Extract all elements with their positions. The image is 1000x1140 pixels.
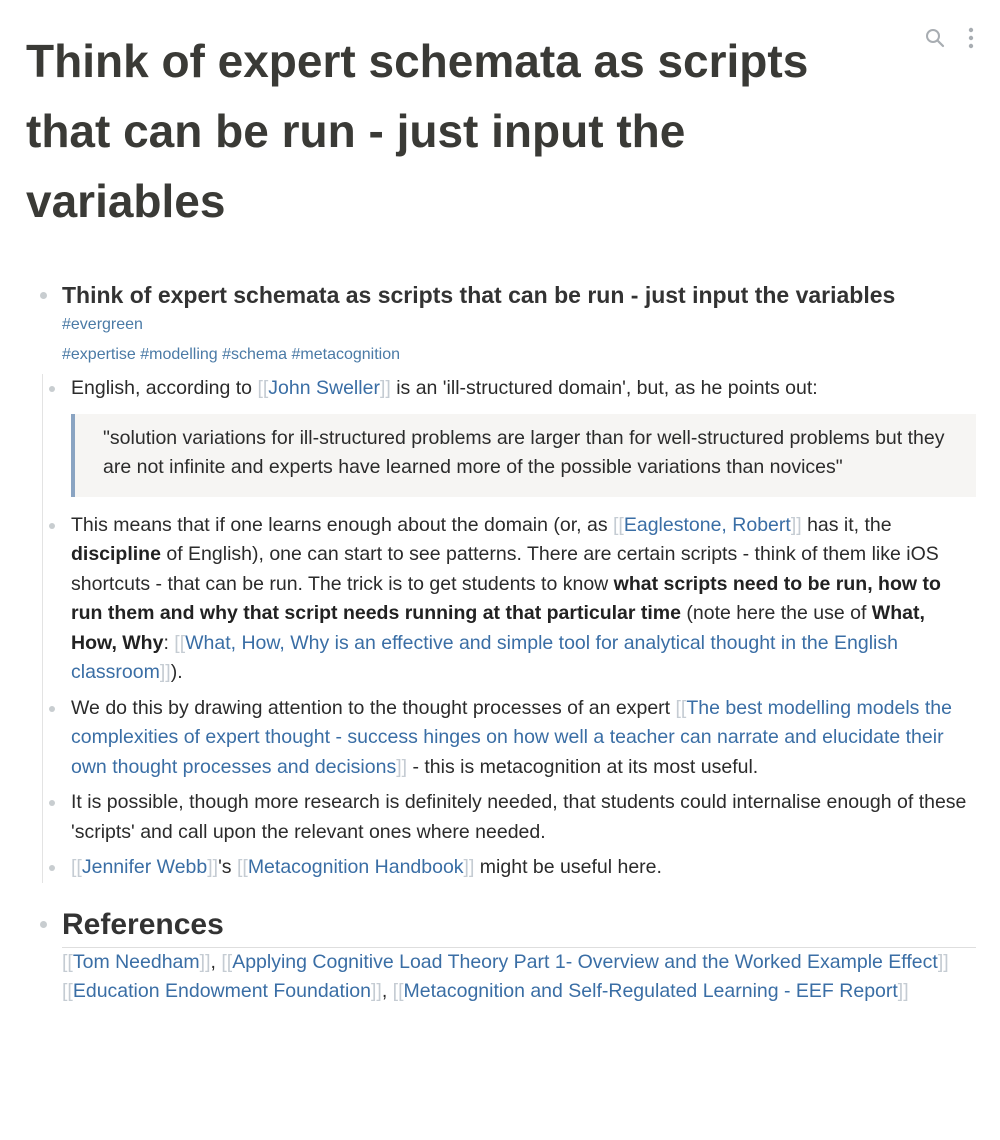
text: English, according to xyxy=(71,377,258,399)
child-block-patterns[interactable]: This means that if one learns enough about the domain (or, as [[Eaglestone, Robert]] has it, the discipline of English), one can start to see patterns. There are certain scripts - think of them like iOS shortcuts - that can be run. The trick is to get students to know what scripts need to be run, how to run them and why that script needs running at that particular time (note here the use of What, How, Why: [[What, How, Why is an effective and simple tool for analytical thought in the English classroom]]). xyxy=(71,511,976,688)
text: We do this by drawing attention to the thought processes of an expert xyxy=(71,696,676,719)
bullet-dot[interactable] xyxy=(40,921,47,928)
page-link-what-how-why[interactable]: What, How, Why is an effective and simple tool for analytical thought in the English classroom xyxy=(71,631,898,683)
child-block-sweller[interactable]: English, according to [[John Sweller]] is an 'ill-structured domain', but, as he points out: "solution variations for ill-structured problems are larger than for well-structured problems but they are not infinite and experts have learned more of the possible variations than novices" xyxy=(71,374,976,497)
tags-line-1 xyxy=(62,310,976,340)
text: This means that if one learns enough about the domain (or, as xyxy=(71,513,614,536)
text: is an 'ill-structured domain', but, as he points out: xyxy=(390,377,818,399)
text: (note here the use of xyxy=(681,602,872,624)
page-link-metacognition-handbook[interactable]: Metacognition Handbook xyxy=(247,856,464,878)
bold-text: What, How, Why xyxy=(71,602,925,654)
page-link-john-sweller[interactable]: John Sweller xyxy=(268,377,380,399)
tag-schema[interactable]: #schema xyxy=(222,346,288,363)
page-title[interactable]: Think of expert schemata as scripts that can be run - just input the variables xyxy=(26,35,809,227)
bold-text: discipline xyxy=(71,543,161,565)
child-block-internalise[interactable] xyxy=(71,788,976,847)
separator: , xyxy=(210,950,222,973)
reference-line-1[interactable]: [[Tom Needham]], [[Applying Cognitive Load Theory Part 1- Overview and the Worked Example Effect]] xyxy=(62,950,949,973)
tag-modelling[interactable]: #modelling xyxy=(140,346,218,363)
page-link-best-modelling[interactable]: The best modelling models the complexities of expert thought - success hinges on how well a teacher can narrate and elucidate their own thought processes and decisions xyxy=(71,696,952,778)
text: : xyxy=(163,631,175,654)
text: has it, the xyxy=(801,513,892,536)
page-link-eef[interactable]: Education Endowment Foundation xyxy=(72,980,371,1002)
page-link-cognitive-load-theory[interactable]: Applying Cognitive Load Theory Part 1- Overview and the Worked Example Effect xyxy=(232,950,938,973)
text: 's xyxy=(218,856,237,878)
tag-evergreen[interactable]: #evergreen xyxy=(62,316,143,333)
page-link-eef-report[interactable]: Metacognition and Self-Regulated Learning - EEF Report xyxy=(403,980,898,1002)
separator: , xyxy=(381,980,393,1002)
references-block xyxy=(26,907,976,1007)
tag-expertise[interactable]: #expertise xyxy=(62,346,136,363)
bullet-dot[interactable] xyxy=(49,386,55,392)
bullet-dot[interactable] xyxy=(49,706,55,712)
text: It is possible, though more research is definitely needed, that students could internalise enough of these 'scripts' and call upon the relevant ones where needed. xyxy=(71,791,967,843)
page-link-tom-needham[interactable]: Tom Needham xyxy=(72,950,200,973)
main-block xyxy=(26,280,976,883)
child-block-expert-thought[interactable]: We do this by drawing attention to the thought processes of an expert [[The best modelling models the complexities of expert thought - success hinges on how well a teacher can narrate and elucidate their own thought processes and decisions]] - this is metacognition at its most useful. xyxy=(71,694,976,783)
page-link-jennifer-webb[interactable]: Jennifer Webb xyxy=(81,856,208,878)
bold-text: what scripts need to be run, how to run them and why that script needs running at that particular time xyxy=(71,572,941,624)
bullet-dot[interactable] xyxy=(40,292,47,299)
bullet-dot[interactable] xyxy=(49,800,55,806)
page-link-eaglestone[interactable]: Eaglestone, Robert xyxy=(623,513,791,536)
text: of English), one can start to see patterns. There are certain scripts - think of them like iOS shortcuts - that can be run. The trick is to get students to know xyxy=(71,543,939,595)
reference-line-2[interactable]: [[Education Endowment Foundation]], [[Metacognition and Self-Regulated Learning - EEF Report]] xyxy=(62,980,909,1002)
text: - this is metacognition at its most useful. xyxy=(407,755,759,778)
sweller-quote[interactable]: "solution variations for ill-structured problems are larger than for well-structured problems but they are not infinite and experts have learned more of the possible variations than novices" xyxy=(71,414,976,497)
references-heading[interactable]: References xyxy=(62,907,976,948)
page xyxy=(26,26,976,1007)
tags-line-2 xyxy=(62,340,976,370)
bullet-dot[interactable] xyxy=(49,523,55,529)
text: ). xyxy=(170,661,183,683)
tag-metacognition[interactable]: #metacognition xyxy=(291,346,401,363)
bullet-dot[interactable] xyxy=(49,865,55,871)
child-blocks xyxy=(42,374,976,883)
child-block-handbook[interactable]: [[Jennifer Webb]]'s [[Metacognition Handbook]] might be useful here. xyxy=(71,853,976,883)
text: might be useful here. xyxy=(474,856,662,878)
block-heading[interactable]: Think of expert schemata as scripts that can be run - just input the variables xyxy=(62,282,896,308)
